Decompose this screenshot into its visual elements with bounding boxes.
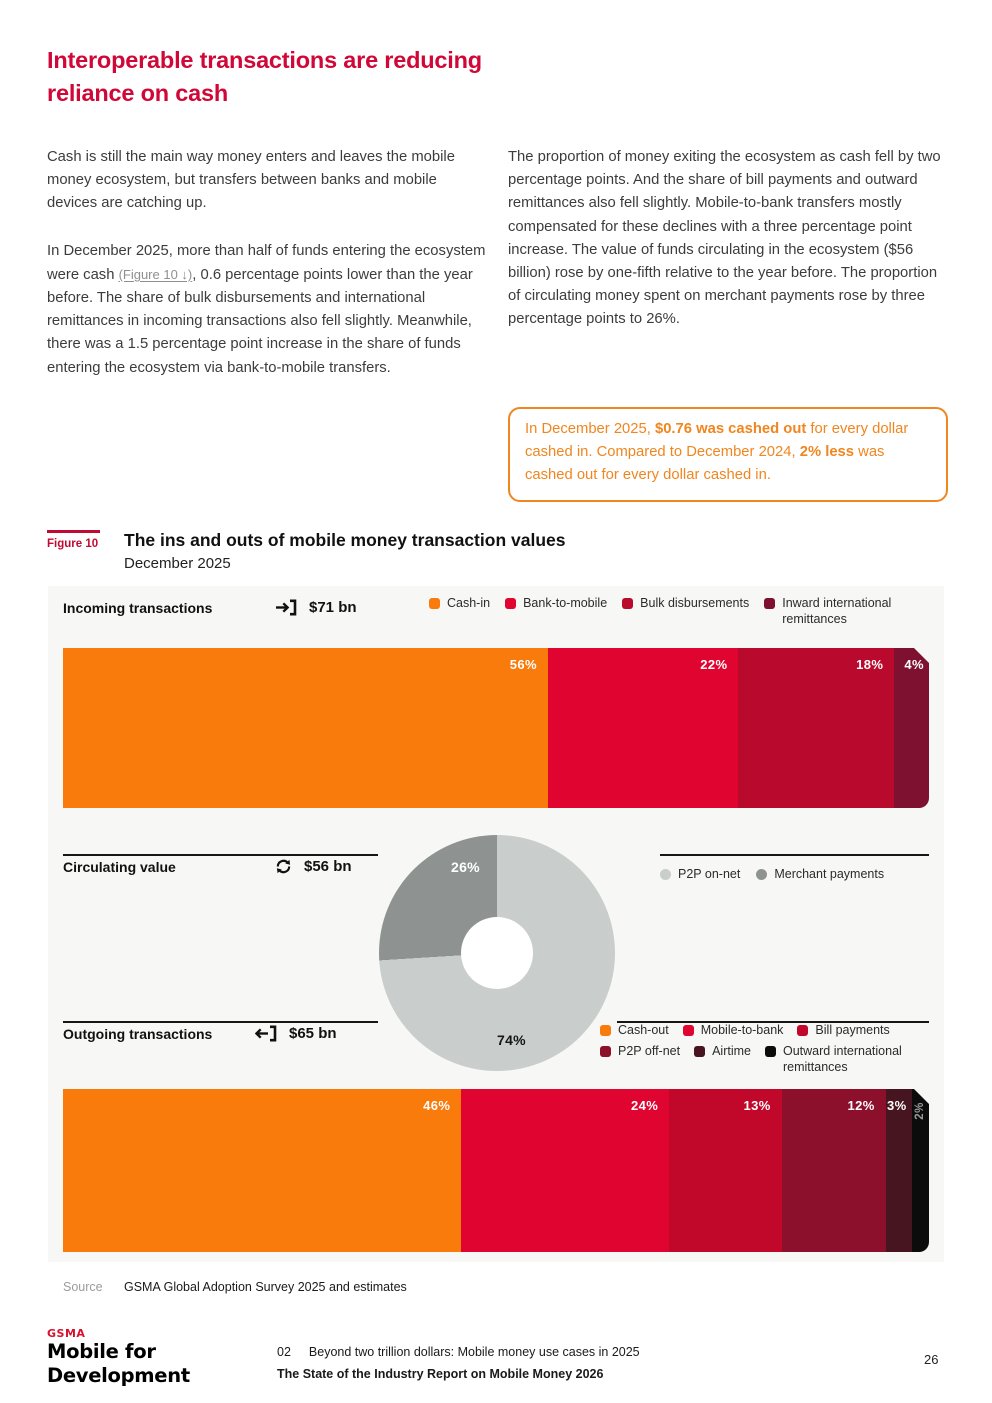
legend-swatch [756, 869, 767, 880]
legend-item-bank-to-mobile [505, 595, 607, 627]
outgoing-transactions-label: Outgoing transactions [63, 1025, 213, 1042]
bar-segment-value: 18% [856, 657, 884, 672]
source-label: Source [63, 1280, 103, 1294]
legend-label: P2P off-net [618, 1044, 681, 1058]
bar-segment-bill-payments [669, 1089, 782, 1252]
legend-item-cash-out [600, 1022, 669, 1038]
legend-swatch [765, 1046, 776, 1057]
legend-label: Bill payments [815, 1023, 890, 1037]
legend-swatch [505, 598, 516, 609]
legend-label: P2P on-net [678, 867, 741, 881]
legend-swatch [429, 598, 440, 609]
bar-segment-value: 24% [630, 1098, 659, 1113]
intro-column-right [508, 146, 948, 356]
legend-item-cash-in [429, 595, 490, 627]
figure-label-rule [47, 530, 100, 533]
incoming-transactions-label: Incoming transactions [63, 599, 213, 616]
bar-segment-value: 2% [914, 1102, 927, 1120]
legend-item-mobile-to-bank [683, 1022, 784, 1038]
callout-bold: $0.76 was cashed out [654, 421, 807, 437]
legend-item-inward-international-remittances [764, 595, 915, 627]
legend-label: Mobile-to-bank [700, 1023, 784, 1037]
logo-line2: Development [47, 1363, 190, 1387]
circulating-total-value: $56 bn [304, 858, 352, 875]
paragraph-text: In December 2025, more than half of funds entering the ecosystem were cash [47, 242, 486, 283]
divider [660, 854, 929, 856]
legend-item-p2p-on-net [660, 866, 740, 882]
legend-swatch [600, 1046, 611, 1057]
callout-text: for every dollar cashed in. Compared to December 2024, [525, 421, 909, 461]
legend-item-bulk-disbursements [622, 595, 749, 627]
legend-item-outward-international-remittances [765, 1043, 916, 1075]
bar-segment-cash-in [63, 648, 548, 808]
figure-panel [48, 586, 944, 1262]
figure-subtitle: December 2025 [124, 555, 231, 572]
bar-segment-mobile-to-bank [461, 1089, 669, 1252]
legend-label: Bank-to-mobile [523, 596, 608, 610]
legend-swatch [622, 598, 633, 609]
bar-segment-bank-to-mobile [548, 648, 739, 808]
source-text: GSMA Global Adoption Survey 2025 and estimates [124, 1280, 407, 1294]
incoming-legend [429, 595, 939, 627]
divider [63, 1021, 378, 1023]
bar-segment-value: 13% [743, 1098, 771, 1113]
bar-segment-value: 22% [700, 657, 728, 672]
incoming-transactions-row [63, 599, 357, 616]
bar-segment-bulk-disbursements [738, 648, 894, 808]
divider [63, 854, 378, 856]
paragraph: Cash is still the main way money enters and leaves the mobile money ecosystem, but transfers between banks and mobile devices are catching up. [47, 149, 455, 212]
bar-segment-cash-out [63, 1089, 461, 1252]
page-number: 26 [924, 1352, 939, 1367]
circulating-value-label: Circulating value [63, 858, 176, 875]
intro-column-left [47, 146, 490, 404]
chapter-title: Beyond two trillion dollars: Mobile money use cases in 2025 [308, 1345, 640, 1359]
page-title-line1: Interoperable transactions are reducing [47, 47, 482, 73]
page-title-line2: reliance on cash [47, 80, 228, 106]
chapter-number: 02 [277, 1345, 291, 1359]
page-title [47, 44, 687, 110]
bar-segment-inward-international-remittances [894, 648, 929, 808]
legend-label: Merchant payments [774, 867, 885, 881]
outgoing-stacked-bar [63, 1089, 929, 1252]
legend-swatch [660, 869, 671, 880]
legend-item-airtime [694, 1043, 751, 1075]
circulating-donut-chart [379, 835, 615, 1071]
gsma-mobile-for-development-logo [47, 1328, 190, 1386]
legend-label: Inward international remittances [782, 596, 892, 626]
legend-swatch [683, 1025, 694, 1036]
incoming-stacked-bar [63, 648, 929, 808]
legend-swatch [797, 1025, 808, 1036]
figure-10-link[interactable]: (Figure 10 ↓) [118, 266, 193, 282]
callout-box [508, 407, 948, 502]
legend-swatch [600, 1025, 611, 1036]
bar-segment-value: 4% [904, 657, 924, 672]
bar-segment-value: 56% [509, 657, 537, 672]
legend-label: Cash-out [618, 1023, 669, 1037]
legend-label: Bulk disbursements [640, 596, 750, 610]
donut-label-p2p-on-net: 74% [497, 1032, 526, 1048]
outgoing-arrow-icon [255, 1025, 277, 1042]
paragraph-text: , 0.6 percentage points lower than the year before. The share of bulk disbursements and international remittances in incoming transactions also fell slightly. Meanwhile, there was a 1.5 percentage point increase in the share of funds entering the ecosystem via bank-to-mobile transfers. [47, 266, 473, 376]
legend-item-merchant-payments [756, 866, 884, 882]
donut-label-merchant-payments: 26% [451, 859, 480, 875]
legend-item-p2p-off-net [600, 1043, 680, 1075]
outgoing-legend [600, 1022, 938, 1075]
outgoing-transactions-row [63, 1025, 337, 1042]
callout-text: was cashed out for every dollar cashed in. [525, 444, 885, 484]
paragraph [47, 240, 490, 380]
legend-label: Outward international remittances [783, 1044, 902, 1074]
figure-source [63, 1280, 407, 1294]
figure-title: The ins and outs of mobile money transaction values [124, 530, 566, 550]
legend-swatch [764, 598, 775, 609]
paragraph: The proportion of money exiting the ecosystem as cash fell by two percentage points. And the share of bill payments and outward remittances also fell slightly. Mobile-to-bank transfers mostly compensated for these declines with a three percentage point increase. The value of funds circulating in the ecosystem ($56 billion) rose by one-fifth relative to the year before. The proportion of circulating money spent on merchant payments rose by three percentage points to 26%. [508, 149, 941, 328]
footer-text [277, 1344, 640, 1382]
bar-segment-outward-international-remittances [912, 1089, 929, 1252]
footer-chapter-line [277, 1344, 640, 1360]
bar-segment-value: 12% [847, 1098, 875, 1113]
bar-segment-p2p-off-net [782, 1089, 886, 1252]
figure-label: Figure 10 [47, 538, 99, 550]
circulating-value-row [63, 858, 352, 875]
legend-item-bill-payments [797, 1022, 889, 1038]
incoming-total-value: $71 bn [309, 599, 357, 616]
legend-swatch [694, 1046, 705, 1057]
legend-label: Cash-in [447, 596, 491, 610]
report-title: The State of the Industry Report on Mobile Money 2026 [277, 1367, 604, 1381]
outgoing-total-value: $65 bn [289, 1025, 337, 1042]
logo-line1: Mobile for [47, 1340, 156, 1363]
callout-bold: 2% less [799, 444, 855, 461]
bar-segment-airtime [886, 1089, 912, 1252]
circulating-legend [660, 866, 884, 882]
donut-hole [461, 917, 533, 989]
circulating-refresh-icon [275, 858, 292, 875]
callout-text: In December 2025, [525, 421, 655, 437]
gsma-logo-text: GSMA [47, 1327, 86, 1340]
bar-segment-value: 3% [887, 1098, 907, 1113]
legend-label: Airtime [712, 1044, 751, 1058]
incoming-arrow-icon [275, 599, 297, 616]
bar-segment-value: 46% [423, 1098, 451, 1113]
